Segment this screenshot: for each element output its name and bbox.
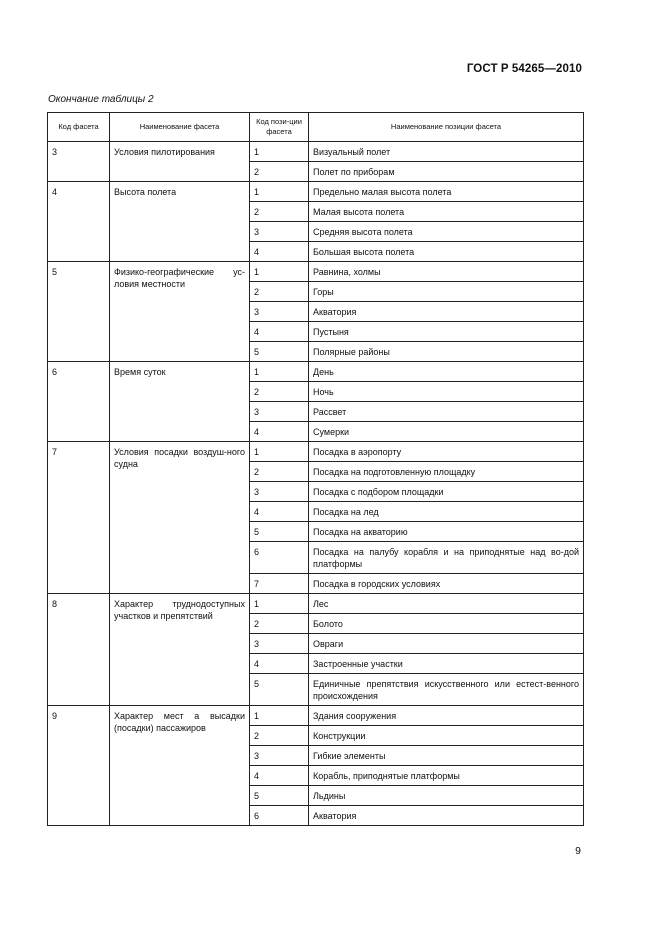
position-name-cell: Малая высота полета (309, 202, 584, 222)
position-name-cell: Овраги (309, 634, 584, 654)
facet-name-cell: Условия посадки воздуш-ного судна (110, 442, 250, 594)
position-name-cell: Посадка в аэропорту (309, 442, 584, 462)
position-code-cell: 4 (250, 766, 309, 786)
position-code-cell: 2 (250, 282, 309, 302)
facet-name-cell: Высота полета (110, 182, 250, 262)
position-name-cell: Здания сооружения (309, 706, 584, 726)
position-name-cell: Посадка на лед (309, 502, 584, 522)
position-name-cell: Льдины (309, 786, 584, 806)
position-code-cell: 5 (250, 786, 309, 806)
position-code-cell: 1 (250, 262, 309, 282)
position-name-cell: Конструкции (309, 726, 584, 746)
position-name-cell: Полярные районы (309, 342, 584, 362)
position-code-cell: 1 (250, 362, 309, 382)
position-code-cell: 1 (250, 594, 309, 614)
facet-name-cell: Характер мест а высадки (посадки) пассажиров (110, 706, 250, 826)
position-name-cell: Гибкие элементы (309, 746, 584, 766)
header-facet-code: Код фасета (48, 113, 110, 142)
position-code-cell: 1 (250, 442, 309, 462)
header-facet-name: Наименование фасета (110, 113, 250, 142)
position-name-cell: Акватория (309, 806, 584, 826)
table-caption: Окончание таблицы 2 (48, 94, 154, 105)
position-name-cell: Горы (309, 282, 584, 302)
facet-name-cell: Физико-географические ус-ловия местности (110, 262, 250, 362)
facet-code-cell: 3 (48, 142, 110, 182)
position-code-cell: 4 (250, 422, 309, 442)
facet-code-cell: 8 (48, 594, 110, 706)
table-row (48, 594, 584, 614)
table-row (48, 706, 584, 726)
table-row (48, 182, 584, 202)
position-name-cell: Ночь (309, 382, 584, 402)
position-name-cell: День (309, 362, 584, 382)
position-name-cell: Единичные препятствия искусственного или естест-венного происхождения (309, 674, 584, 706)
position-name-cell: Болото (309, 614, 584, 634)
position-name-cell: Посадка с подбором площадки (309, 482, 584, 502)
position-name-cell: Равнина, холмы (309, 262, 584, 282)
table-row (48, 262, 584, 282)
position-code-cell: 3 (250, 302, 309, 322)
position-code-cell: 2 (250, 462, 309, 482)
facet-name-cell: Время суток (110, 362, 250, 442)
facet-code-cell: 7 (48, 442, 110, 594)
position-code-cell: 1 (250, 182, 309, 202)
position-code-cell: 6 (250, 806, 309, 826)
position-name-cell: Лес (309, 594, 584, 614)
position-code-cell: 2 (250, 202, 309, 222)
page-number: 9 (575, 845, 581, 857)
position-code-cell: 4 (250, 502, 309, 522)
position-code-cell: 3 (250, 746, 309, 766)
table-row (48, 362, 584, 382)
position-name-cell: Посадка на подготовленную площадку (309, 462, 584, 482)
position-code-cell: 2 (250, 726, 309, 746)
facet-name-cell: Характер труднодоступных участков и препятствий (110, 594, 250, 706)
position-code-cell: 3 (250, 482, 309, 502)
position-code-cell: 1 (250, 142, 309, 162)
position-name-cell: Средняя высота полета (309, 222, 584, 242)
facet-code-cell: 5 (48, 262, 110, 362)
position-name-cell: Большая высота полета (309, 242, 584, 262)
facet-name-cell: Условия пилотирования (110, 142, 250, 182)
position-name-cell: Застроенные участки (309, 654, 584, 674)
position-code-cell: 4 (250, 322, 309, 342)
position-code-cell: 2 (250, 614, 309, 634)
position-name-cell: Корабль, приподнятые платформы (309, 766, 584, 786)
position-name-cell: Визуальный полет (309, 142, 584, 162)
table-header-row (48, 113, 584, 142)
position-name-cell: Акватория (309, 302, 584, 322)
document-standard-number: ГОСТ Р 54265—2010 (466, 63, 582, 75)
position-name-cell: Рассвет (309, 402, 584, 422)
position-code-cell: 3 (250, 634, 309, 654)
position-name-cell: Посадка на акваторию (309, 522, 584, 542)
position-name-cell: Предельно малая высота полета (309, 182, 584, 202)
facet-code-cell: 4 (48, 182, 110, 262)
position-name-cell: Пустыня (309, 322, 584, 342)
position-code-cell: 3 (250, 402, 309, 422)
position-code-cell: 5 (250, 522, 309, 542)
position-code-cell: 5 (250, 674, 309, 706)
position-name-cell: Сумерки (309, 422, 584, 442)
header-position-name: Наименование позиции фасета (309, 113, 584, 142)
position-code-cell: 1 (250, 706, 309, 726)
position-code-cell: 2 (250, 382, 309, 402)
position-code-cell: 7 (250, 574, 309, 594)
position-code-cell: 5 (250, 342, 309, 362)
position-code-cell: 2 (250, 162, 309, 182)
facet-code-cell: 6 (48, 362, 110, 442)
facet-table (47, 112, 584, 826)
position-code-cell: 3 (250, 222, 309, 242)
position-name-cell: Посадка в городских условиях (309, 574, 584, 594)
position-code-cell: 6 (250, 542, 309, 574)
facet-table-body (48, 142, 584, 826)
position-code-cell: 4 (250, 654, 309, 674)
position-name-cell: Посадка на палубу корабля и на приподнятые над во-дой платформы (309, 542, 584, 574)
table-row (48, 142, 584, 162)
header-position-code: Код пози-ции фасета (250, 113, 309, 142)
table-row (48, 442, 584, 462)
position-code-cell: 4 (250, 242, 309, 262)
facet-code-cell: 9 (48, 706, 110, 826)
position-name-cell: Полет по приборам (309, 162, 584, 182)
